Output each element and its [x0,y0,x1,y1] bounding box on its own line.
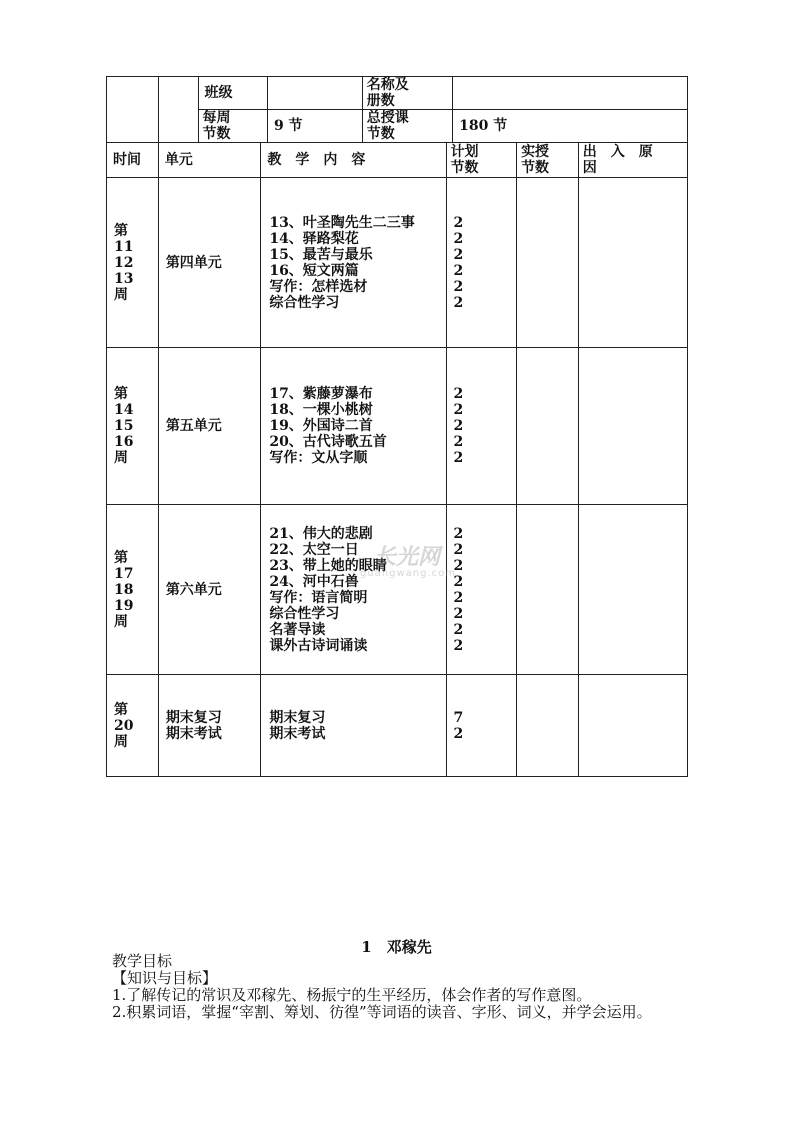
content-cell: 期末复习 期末考试 [261,675,446,777]
reason-cell [578,505,687,675]
header-unit: 单元 [158,143,261,178]
planned-cell: 2 2 2 2 2 [446,348,517,505]
unit-cell: 第四单元 [158,178,261,348]
content-cell: 13、叶圣陶先生二三事 14、驿路梨花 15、最苦与最乐 16、短文两篇 写作：怎样选材 综合性学习 [261,178,446,348]
actual-cell [517,505,579,675]
header-reason: 出 入 原 因 [578,143,687,178]
total-hours-value: 180 节 [453,110,688,143]
objective-item: 2.积累词语，掌握“宰割、筹划、彷徨”等词语的读音、字形、词义，并学会运用。 [112,1003,652,1021]
unit-cell: 第六单元 [158,505,261,675]
table-row [107,178,688,348]
section-heading: 教学目标 [112,952,173,970]
unit-cell: 期末复习 期末考试 [158,675,261,777]
content-cell: 17、紫藤萝瀑布 18、一棵小桃树 19、外国诗二首 20、古代诗歌五首 写作：文从字顺 [261,348,446,505]
table-row [107,348,688,505]
blank-cell-unit-a [158,77,198,143]
reason-cell [578,675,687,777]
header-row [107,143,688,178]
total-hours-label: 总授课 节数 [362,110,452,143]
watermark-url: guangwang.com [360,568,457,579]
planned-cell: 7 2 [446,675,517,777]
weekly-hours-value: 9 节 [267,110,362,143]
reason-cell [578,178,687,348]
planned-cell: 2 2 2 2 2 2 [446,178,517,348]
objective-item: 1.了解传记的常识及邓稼先、杨振宁的生平经历，体会作者的写作意图。 [112,986,592,1004]
header-planned: 计划 节数 [446,143,517,178]
info-row-1 [107,77,688,110]
subsection-heading: 【知识与目标】 [112,969,218,987]
header-content: 教 学 内 容 [261,143,446,178]
unit-cell: 第五单元 [158,348,261,505]
lesson-title: 1 邓稼先 [361,938,432,956]
table-row [107,505,688,675]
lesson-body [112,953,684,1021]
book-value [453,77,688,110]
teaching-schedule-table [106,76,688,777]
header-time: 时间 [107,143,159,178]
header-actual: 实授 节数 [517,143,579,178]
class-label: 班级 [198,77,267,110]
week-cell: 第 20 周 [107,675,159,777]
actual-cell [517,178,579,348]
reason-cell [578,348,687,505]
planned-cell: 2 2 2 2 2 2 2 2 [446,505,517,675]
weekly-hours-label: 每周 节数 [198,110,267,143]
week-cell: 第 17 18 19 周 [107,505,159,675]
book-label: 名称及 册数 [362,77,452,110]
content-cell: 21、伟大的悲剧 22、太空一日 23、带上她的眼睛 24、河中石兽 写作：语言简明 综合性学习 名著导读 课外古诗词诵读 [261,505,446,675]
week-cell: 第 11 12 13 周 [107,178,159,348]
actual-cell [517,675,579,777]
class-value [267,77,362,110]
week-cell: 第 14 15 16 周 [107,348,159,505]
table-row [107,675,688,777]
blank-cell-time [107,77,159,143]
actual-cell [517,348,579,505]
watermark-text: 长光网 [374,545,441,570]
